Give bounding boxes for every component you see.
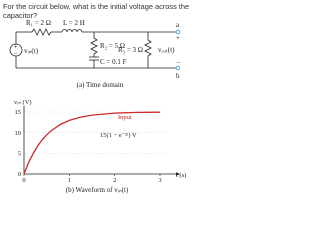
legend-input-label: Input xyxy=(118,114,132,121)
x-tick-labels xyxy=(22,174,161,184)
resistor-r2 xyxy=(91,38,97,54)
question-text: For the circuit below, what is the initial voltage across the capacitor? xyxy=(3,2,190,20)
node-b-label: b xyxy=(176,72,180,80)
x-axis-label: t (s) xyxy=(176,172,187,179)
inductor-l xyxy=(62,30,82,33)
x-tick-label: 1 xyxy=(67,177,71,184)
vout-plus: + xyxy=(176,34,180,42)
y-tick-label: 15 xyxy=(14,109,21,117)
y-tick-labels xyxy=(15,109,22,178)
circuit-caption: (a) Time domain xyxy=(76,81,124,89)
x-tick-label: 3 xyxy=(158,177,162,184)
y-tick-label: 5 xyxy=(17,150,21,158)
x-tick-label: 2 xyxy=(113,177,117,184)
chart-grid xyxy=(24,112,166,153)
c-label: C = 0.1 F xyxy=(100,58,127,66)
input-formula-label: 15(1 − e⁻²ᵗ) V xyxy=(100,132,137,139)
resistor-r3 xyxy=(145,40,151,56)
resistor-r1 xyxy=(32,29,51,35)
vout-label: vₒᵤₜ(t) xyxy=(158,46,175,54)
x-tick-label: 0 xyxy=(22,177,26,184)
waveform-chart xyxy=(14,99,186,194)
y-tick-label: 0 xyxy=(17,171,21,179)
vin-label: vᵢₙ(t) xyxy=(24,47,39,55)
y-tick-label: 10 xyxy=(14,129,21,137)
chart-caption: (b) Waveform of vᵢₙ(t) xyxy=(65,186,129,194)
source-plus: + xyxy=(13,42,18,51)
input-series-line xyxy=(24,112,160,174)
r3-label: R₃ = 3 Ω xyxy=(118,46,144,54)
r2-label: R₂ = 5 Ω xyxy=(100,42,126,50)
source-minus: − xyxy=(13,50,18,58)
vout-minus: − xyxy=(176,59,181,67)
y-axis-label: vᵢₙ (V) xyxy=(14,99,32,106)
l-label: L = 2 H xyxy=(63,19,85,27)
node-a-label: a xyxy=(176,21,180,29)
r1-label: R₁ = 2 Ω xyxy=(26,19,52,27)
